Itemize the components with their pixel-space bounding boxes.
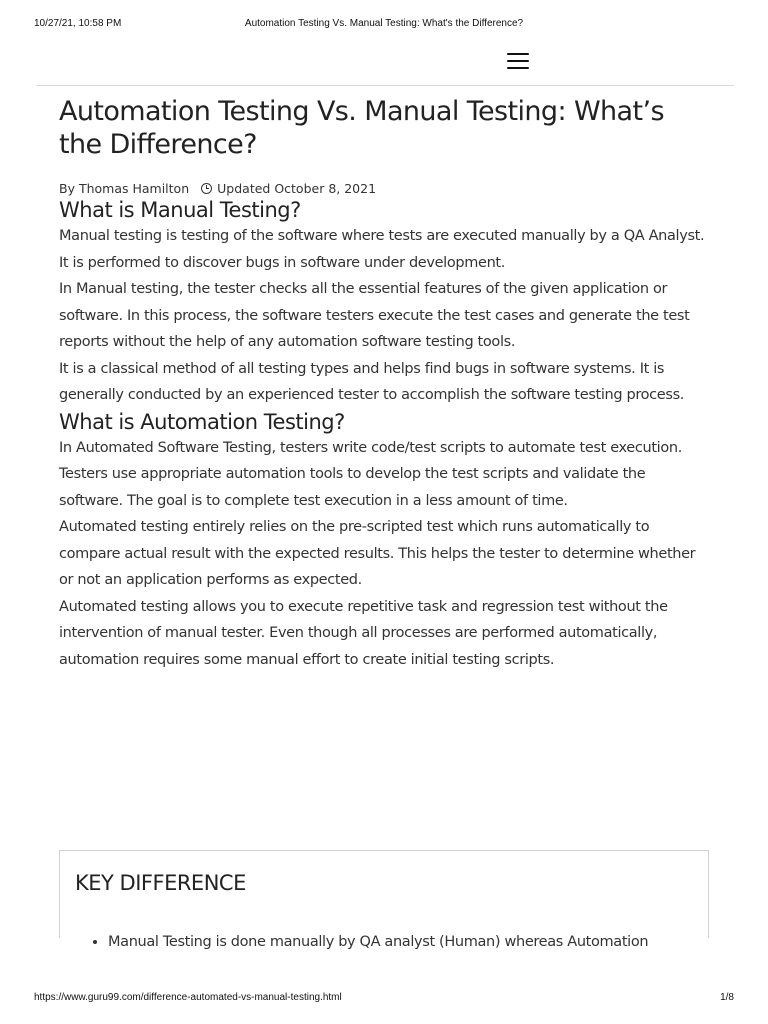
updated-date: Updated October 8, 2021	[217, 180, 377, 196]
menu-line	[507, 53, 529, 55]
key-difference-box	[59, 850, 709, 950]
paragraph: Automated testing allows you to execute repetitive task and regression test without the intervention of manual tester. Even though all processes are performed automatically, automation requires some manual effort to create initial testing scripts.	[59, 598, 668, 668]
key-difference-heading: KEY DIFFERENCE	[75, 871, 246, 895]
article-title: Automation Testing Vs. Manual Testing: What’s the Difference?	[59, 96, 664, 160]
clock-icon	[201, 183, 212, 194]
article-body	[59, 95, 711, 938]
print-datetime: 10/27/21, 10:58 PM	[34, 18, 122, 29]
paragraph: Manual testing is testing of the software where tests are executed manually by a QA Analyst. It is performed to discover bugs in software under development.	[59, 228, 705, 271]
key-difference-list	[88, 929, 688, 955]
paragraph: In Automated Software Testing, testers write code/test scripts to automate test execution. Testers use appropriate automation tools to develop the test scripts and validate the software. The goal is to complete test execution in a less amount of time.	[59, 439, 682, 509]
hamburger-menu-icon[interactable]	[507, 52, 529, 70]
paragraph: Automated testing entirely relies on the pre-scripted test which runs automatically to compare actual result with the expected results. This helps the tester to determine whether or not an application performs as expected.	[59, 519, 696, 588]
menu-line	[507, 67, 529, 69]
print-header	[0, 18, 768, 32]
section-heading-manual-testing: What is Manual Testing?	[59, 198, 301, 222]
author-link[interactable]: By Thomas Hamilton	[59, 180, 190, 196]
list-item: • Manual Testing is done manually by QA analyst (Human) whereas Automation	[108, 929, 688, 955]
site-nav-bar	[36, 40, 734, 86]
paragraph: In Manual testing, the tester checks all the essential features of the given application or software. In this process, the software testers execute the test cases and generate the test reports without the help of any automation software testing tools.	[59, 281, 690, 350]
print-page-number: 1/8	[720, 992, 734, 1003]
article-meta	[59, 179, 711, 197]
section-heading-automation-testing: What is Automation Testing?	[59, 409, 345, 434]
print-url: https://www.guru99.com/difference-automated-vs-manual-testing.html	[34, 992, 342, 1003]
paragraph: It is a classical method of all testing types and helps find bugs in software systems. It is generally conducted by an experienced tester to accomplish the software testing process.	[59, 360, 685, 403]
menu-line	[507, 60, 529, 62]
print-doc-title: Automation Testing Vs. Manual Testing: What's the Difference?	[244, 18, 524, 29]
